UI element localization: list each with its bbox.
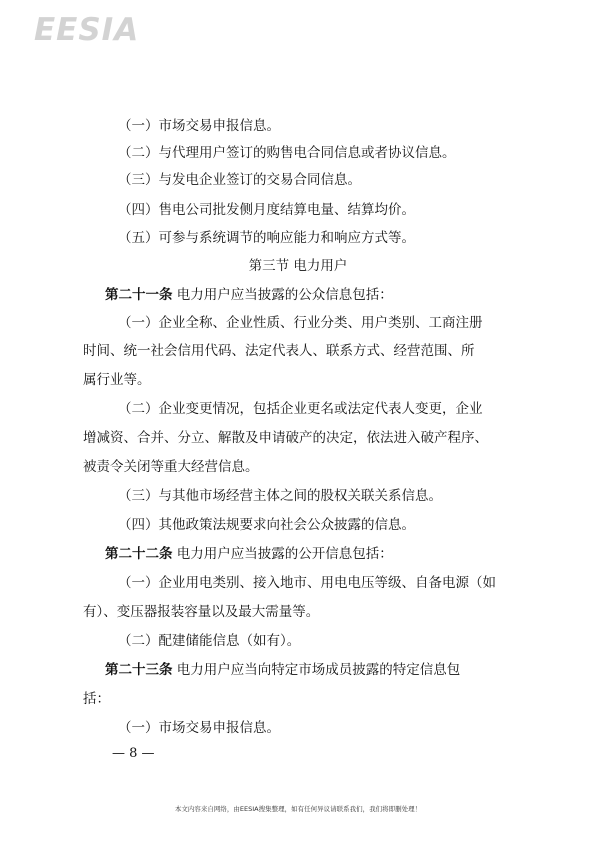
text-line: 属行业等。 [83,372,151,388]
text-line: （一）市场交易申报信息。 [118,118,280,134]
eesia-watermark-logo: EESIA [34,12,140,48]
text-line: （一）企业全称、企业性质、行业分类、用户类别、工商注册 [118,315,483,331]
article-text: 电力用户应当披露的公开信息包括： [176,546,393,562]
text-line: 有）、变压器报装容量以及最大需量等。 [83,604,320,620]
article-label: 第二十一条 [105,287,173,303]
text-line: 被责令关闭等重大经营信息。 [83,459,259,475]
article-text: 电力用户应当披露的公众信息包括： [176,287,393,303]
article-22 [105,545,393,563]
text-line: 括： [83,691,110,707]
page-number: — 8 — [112,746,155,761]
article-text: 电力用户应当向特定市场成员披露的特定信息包 [176,662,461,678]
text-line: （四）售电公司批发侧月度结算电量、结算均价。 [118,202,415,218]
text-line: 增减资、合并、分立、解散及申请破产的决定，依法进入破产程序、 [83,430,488,446]
text-line: （二）与代理用户签订的购售电合同信息或者协议信息。 [118,145,456,161]
text-line: （三）与其他市场经营主体之间的股权关联关系信息。 [118,488,442,504]
text-line: （一）市场交易申报信息。 [118,720,280,736]
text-line: （五）可参与系统调节的响应能力和响应方式等。 [118,230,415,246]
article-label: 第二十三条 [105,662,173,678]
text-line: 时间、统一社会信用代码、法定代表人、联系方式、经营范围、所 [83,343,475,359]
text-line: （四）其他政策法规要求向社会公众披露的信息。 [118,517,415,533]
article-label: 第二十二条 [105,546,173,562]
footer-disclaimer: 本文内容来自网络，由EESIA搜集整理，如有任何异议请联系我们，我们将即删处理！ [174,805,422,813]
article-21 [105,286,393,304]
article-23 [105,661,460,679]
text-line: （三）与发电企业签订的交易合同信息。 [118,172,361,188]
section-title: 第三节 电力用户 [248,258,348,274]
text-line: （二）企业变更情况，包括企业更名或法定代表人变更，企业 [118,401,483,417]
text-line: （二）配建储能信息（如有）。 [118,633,301,649]
text-line: （一）企业用电类别、接入地市、用电电压等级、自备电源（如 [118,575,496,591]
